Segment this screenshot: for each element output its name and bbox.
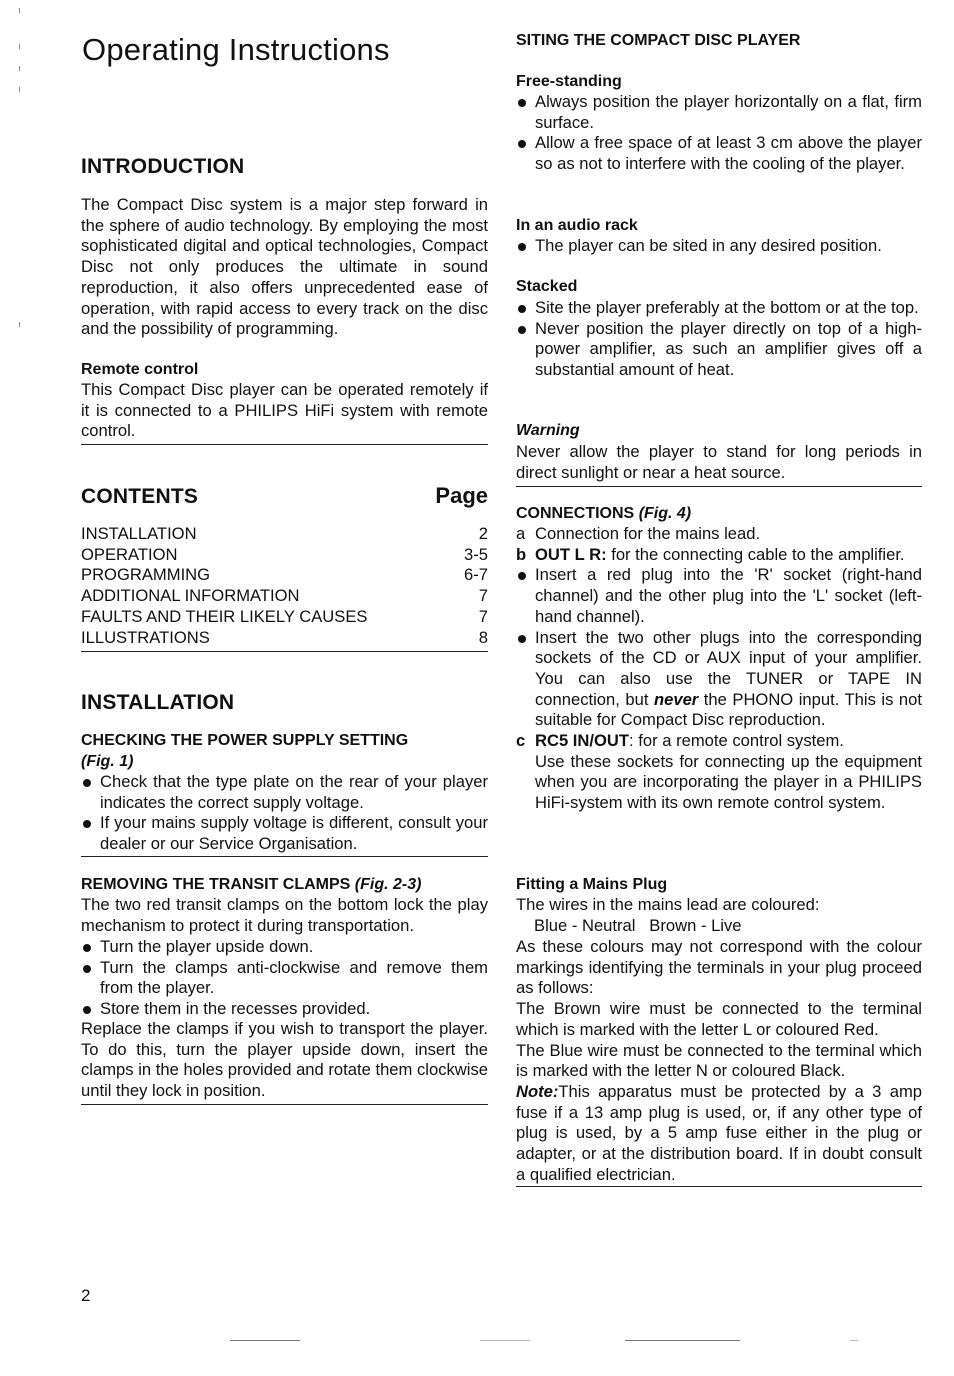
connections-list (516, 524, 922, 814)
divider (81, 1104, 488, 1105)
list-item: Store them in the recesses provided. (81, 999, 488, 1020)
divider (81, 651, 488, 652)
list-item: Turn the clamps anti-clockwise and remove them from the player. (81, 958, 488, 999)
introduction-heading: INTRODUCTION (81, 155, 245, 178)
list-item: Allow a free space of at least 3 cm above the player so as not to interfere with the cooling of the player. (516, 133, 922, 174)
installation-heading: INSTALLATION (81, 691, 235, 714)
mains-plug-intro: The wires in the mains lead are coloured: (516, 895, 820, 914)
contents-header (81, 484, 488, 510)
page-number: 2 (81, 1286, 91, 1305)
list-item: Turn the player upside down. (81, 937, 488, 958)
list-item: Site the player preferably at the bottom or at the top. (516, 298, 922, 319)
scan-mark (19, 8, 20, 13)
scan-mark (19, 322, 20, 327)
power-supply-fig: (Fig. 1) (81, 753, 134, 770)
introduction-body: The Compact Disc system is a major step forward in the sphere of audio technology. By employing the most sophisticated digital and optical technologies, Compact Disc not only produces the ultimate in sound reproduction, it also offers unprecedented ease of operation, with rapid access to every track on the disc and the possibility of programming. (81, 195, 488, 339)
scan-mark (19, 44, 20, 49)
mains-plug-body: As these colours may not correspond with the colour markings identifying the terminals in your plug proceed as follows: The Brown wire must be connected to the terminal which is marked with the letter L or coloured Red. The Blue wire must be connected to the terminal which is marked with the letter N or coloured Black. Note:This apparatus must be protected by a 3 amp fuse if a 13 amp plug is used, or, if any other type of plug is used, by a 5 amp fuse either in the plug or adapter, or at the distribution board. If in doubt consult a qualified electrician. (516, 937, 922, 1184)
contents-row: OPERATION 3-5 (81, 544, 488, 564)
scan-mark (19, 66, 20, 71)
transit-clamps-outro: Replace the clamps if you wish to transport the player. To do this, turn the player upside down, insert the clamps in the holes provided and rotate them clockwise until they lock in position. (81, 1019, 488, 1101)
connection-a: a Connection for the mains lead. (516, 524, 761, 543)
divider (81, 444, 488, 445)
list-item: Insert the two other plugs into the corresponding sockets of the CD or AUX input of your amplifier. You can also use the TUNER or TAPE IN connection, but never the PHONO input. This is not suitable for Compact Disc reproduction. (516, 628, 922, 732)
transit-clamps-intro: The two red transit clamps on the bottom lock the play mechanism to protect it during transportation. (81, 895, 488, 935)
contents-row: INSTALLATION 2 (81, 524, 488, 543)
page-title: Operating Instructions (82, 32, 390, 67)
divider (516, 1186, 922, 1187)
transit-clamps-heading: REMOVING THE TRANSIT CLAMPS (Fig. 2-3) (81, 876, 422, 893)
remote-control-body: This Compact Disc player can be operated remotely if it is connected to a PHILIPS HiFi system with remote control. (81, 380, 488, 441)
list-item: The player can be sited in any desired position. (516, 236, 922, 257)
list-item: Always position the player horizontally on a flat, firm surface. (516, 92, 922, 133)
transit-clamps-list (81, 937, 488, 1020)
connections-heading: CONNECTIONS (Fig. 4) (516, 505, 692, 522)
divider (516, 486, 922, 487)
scan-mark (230, 1340, 300, 1341)
list-item: Insert a red plug into the 'R' socket (right-hand channel) and the other plug into the 'L' socket (left-hand channel). (516, 565, 922, 627)
contents-row: ADDITIONAL INFORMATION 7 (81, 586, 488, 606)
connection-b: b OUT L R: for the connecting cable to the amplifier. (516, 544, 905, 564)
wire-colours: Blue - Neutral Brown - Live (534, 916, 742, 935)
audio-rack-heading: In an audio rack (516, 217, 638, 234)
audio-rack-list (516, 236, 922, 257)
contents-list (81, 524, 488, 648)
stacked-heading: Stacked (516, 278, 578, 295)
divider (81, 856, 488, 857)
scan-mark (850, 1340, 858, 1341)
list-item: Check that the type plate on the rear of your player indicates the correct supply voltage. (81, 772, 488, 813)
contents-row: PROGRAMMING 6-7 (81, 565, 488, 585)
power-supply-list (81, 772, 488, 855)
mains-plug-heading: Fitting a Mains Plug (516, 876, 668, 893)
connection-b-list (516, 565, 922, 731)
power-supply-heading: CHECKING THE POWER SUPPLY SETTING (81, 732, 409, 749)
free-standing-list (516, 92, 922, 175)
free-standing-heading: Free-standing (516, 73, 622, 90)
remote-control-heading: Remote control (81, 361, 199, 378)
contents-page-label: Page (435, 483, 488, 508)
contents-heading: CONTENTS (81, 485, 199, 508)
scan-mark (625, 1340, 740, 1341)
connection-c-body: Use these sockets for connecting up the equipment when you are incorporating the player in a PHILIPS HiFi-system with its own remote control system. (535, 751, 922, 813)
contents-row: FAULTS AND THEIR LIKELY CAUSES 7 (81, 606, 488, 626)
connection-c: c RC5 IN/OUT: for a remote control system. (516, 731, 844, 751)
list-item: If your mains supply voltage is different, consult your dealer or our Service Organisation. (81, 813, 488, 854)
list-item: Never position the player directly on top of a high-power amplifier, as such an amplifier gives off a substantial amount of heat. (516, 319, 922, 381)
stacked-list (516, 298, 922, 381)
contents-row: ILLUSTRATIONS 8 (81, 627, 488, 647)
scan-mark (19, 87, 20, 92)
siting-heading: SITING THE COMPACT DISC PLAYER (516, 32, 801, 49)
warning-heading: Warning (516, 422, 580, 439)
scan-mark (480, 1340, 530, 1341)
warning-body: Never allow the player to stand for long periods in direct sunlight or near a heat source. (516, 442, 922, 482)
